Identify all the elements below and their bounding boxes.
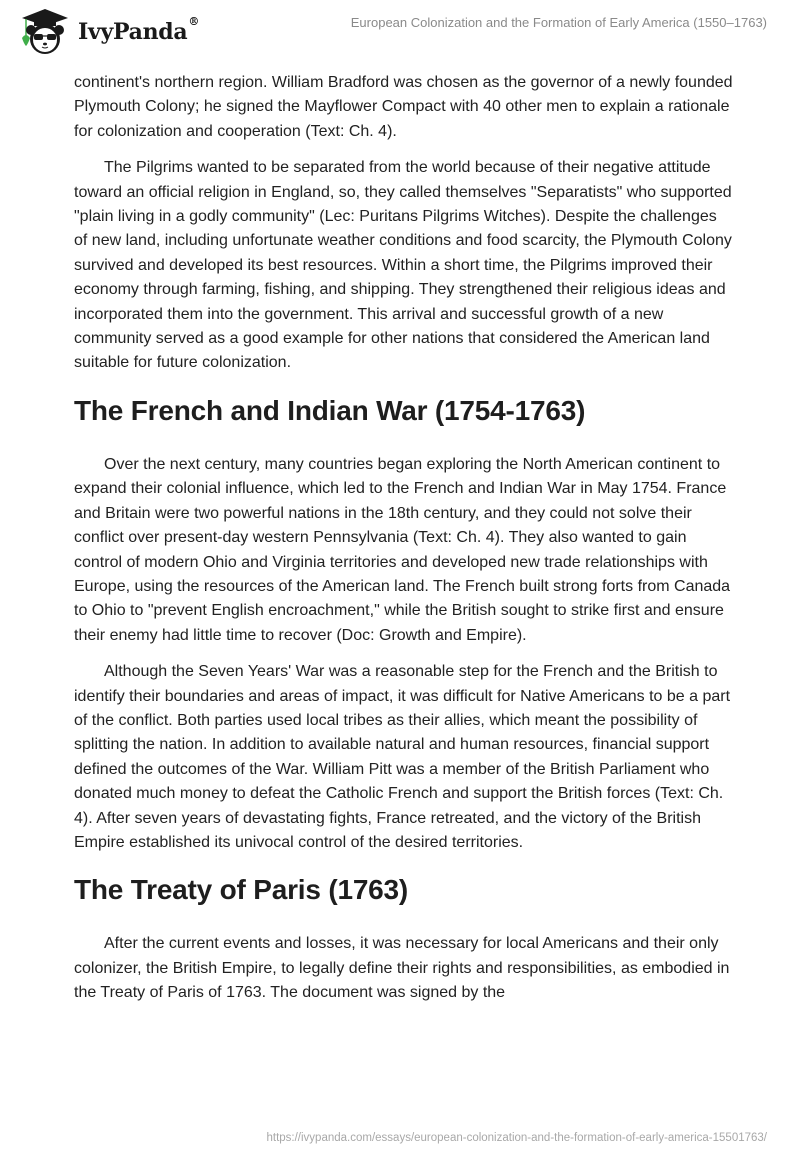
page-header (0, 0, 800, 64)
panda-graduate-icon (16, 6, 74, 58)
paragraph: After the current events and losses, it was necessary for local Americans and their only colonizer, the British Empire, to legally define their rights and responsibilities, as embodied in the Treaty of Paris of 1763. The document was signed by the (74, 935, 730, 1002)
paragraph: continent's northern region. William Bradford was chosen as the governor of a newly founded Plymouth Colony; he signed the Mayflower Compact with 40 other men to explain a rationale for colonization and cooperation (Text: Ch. 4). (74, 74, 733, 140)
ivypanda-logo[interactable] (16, 6, 199, 58)
paragraph: Although the Seven Years' War was a reasonable step for the French and the British to identify their boundaries and areas of impact, it was difficult for Native Americans to be a part of the conflict. Both parties used local tribes as their allies, which meant the possibility of splitting the nation. In addition to available natural and human resources, financial support defined the outcomes of the War. William Pitt was a member of the British Parliament who donated much money to defeat the Catholic French and support the British forces (Text: Ch. 4). After seven years of devastating fights, France retreated, and the victory of the British Empire established its univocal control of the desired territories. (74, 663, 731, 851)
section-heading-treaty-of-paris: The Treaty of Paris (1763) (74, 874, 409, 906)
paragraph: Over the next century, many countries began exploring the North American continent to expand their colonial influence, which led to the French and Indian War in May 1754. France and Britain were two powerful nations in the 18th century, and they could not solve their conflict over present-day western Pennsylvania (Text: Ch. 4). They also wanted to gain control of modern Ohio and Virginia territories and developed new trade relationships with Europe, using the resources of the American land. The French built strong forts from Canada to Ohio to "prevent English encroachment," while the British sought to strike first and ensure their enemy had little time to recover (Doc: Growth and Empire). (74, 455, 731, 644)
source-url-link[interactable]: https://ivypanda.com/essays/european-colonization-and-the-formation-of-early-america-15501763/ (266, 1132, 767, 1144)
brand-name: IvyPanda® (78, 15, 200, 45)
document-title: European Colonization and the Formation of Early America (1550–1763) (350, 15, 767, 30)
paragraph: The Pilgrims wanted to be separated from the world because of their negative attitude toward an official religion in England, so, they called themselves "Separatists" who supported "plain living in a godly community" (Lec: Puritans Pilgrims Witches). Despite the challenges of new land, including unfortunate weather conditions and food scarcity, the Plymouth Colony survived and developed its best resources. Within a short time, the Pilgrims improved their economy through farming, fishing, and shipping. They strengthened their religious ideas and incorporated them into the government. This arrival and successful growth of a new community served as a good example for other nations that considered the American land suitable for future colonization. (74, 159, 732, 372)
essay-body (74, 71, 734, 1018)
section-heading-french-indian-war: The French and Indian War (1754-1763) (74, 394, 586, 426)
